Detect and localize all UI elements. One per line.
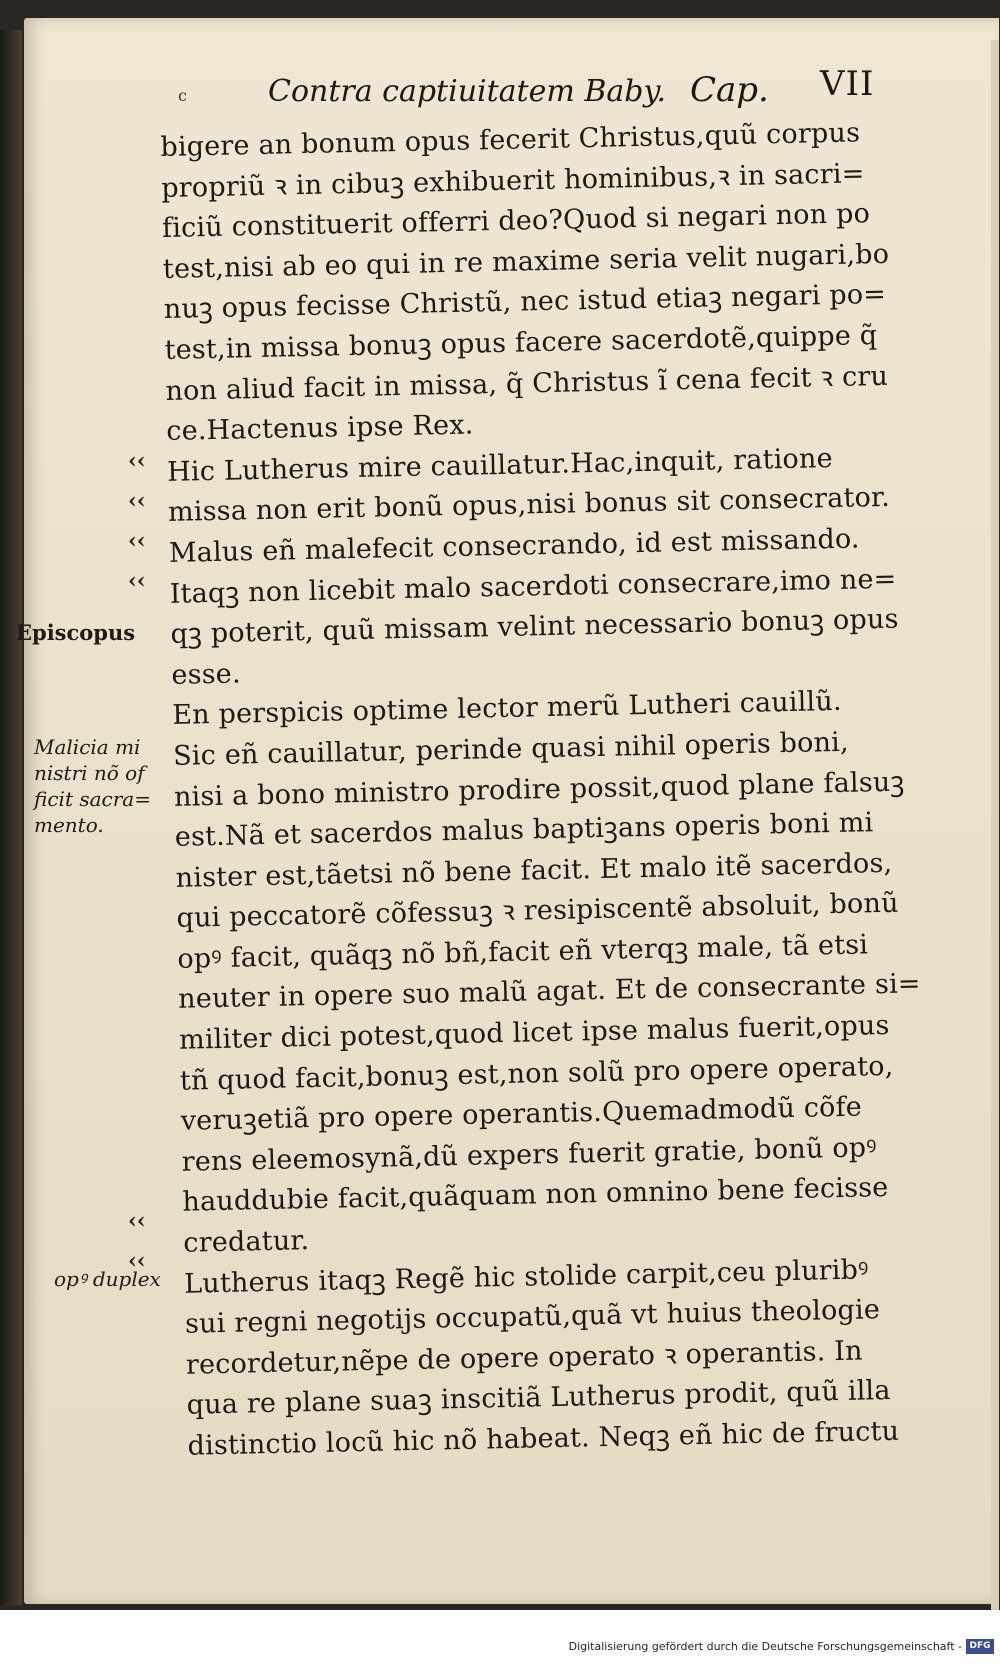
text-line: non aliud facit in missa, q̃ Christus ĩ cena fecit ꝛ cru xyxy=(165,360,889,407)
dfg-logo: DFG xyxy=(966,1639,994,1654)
text-line: ficiũ constituerit offerri deo?Quod si negari non po xyxy=(161,198,871,245)
quote-mark: ‹‹ xyxy=(128,1248,146,1274)
quote-mark: ‹‹ xyxy=(128,488,146,514)
page-mark: c xyxy=(178,86,187,105)
text-line: Lutherus itaqꝫ Regẽ hic stolide carpit,ceu pluribꝰ xyxy=(183,1254,869,1300)
page-gutter-edge xyxy=(0,30,22,1605)
text-line: qꝫ poterit, quũ missam velint necessario bonuꝫ opus xyxy=(170,603,899,651)
text-line: nister est,tãetsi nõ bene facit. Et malo itẽ sacerdos, xyxy=(175,847,893,894)
digitization-credit: Digitalisierung gefördert durch die Deutsche Forschungsgemeinschaft - xyxy=(568,1640,962,1653)
text-line: credatur. xyxy=(183,1225,310,1259)
text-line: qua re plane suaꝫ inscitiã Lutherus prodit, quũ illa xyxy=(186,1375,891,1422)
text-line: qui peccatorẽ cõfessuꝫ ꝛ resipiscentẽ absoluit, bonũ xyxy=(176,887,899,935)
margin-note-malicia-line: mento. xyxy=(34,813,104,837)
text-line: Hic Lutherus mire cauillatur.Hac,inquit, ratione xyxy=(166,442,834,488)
text-line: neuter in opere suo malũ agat. Et de consecrante si= xyxy=(177,968,922,1016)
quote-mark: ‹‹ xyxy=(128,528,146,554)
text-line: tñ quod facit,bonuꝫ est,non solũ pro opere operato, xyxy=(179,1050,894,1097)
footer xyxy=(0,1610,1000,1668)
text-line: hauddubie facit,quãquam non omnino bene fecisse xyxy=(182,1172,889,1219)
text-line: opꝰ facit, quãqꝫ nõ bñ,facit eñ vterqꝫ male, tã etsi xyxy=(177,929,869,975)
text-line: test,nisi ab eo qui in re maxime seria velit nugari,bo xyxy=(162,238,890,285)
running-title: Contra captiuitatem Baby. xyxy=(268,74,666,109)
text-line: En perspicis optime lector merũ Lutheri cauillũ. xyxy=(171,686,843,732)
margin-note-malicia-line: ficit sacra= xyxy=(34,787,151,811)
text-line: est.Nã et sacerdos malus baptiꝫans operis boni mi xyxy=(174,807,874,853)
text-line: sui regni negotijs occupatũ,quã vt huius theologie xyxy=(184,1294,881,1340)
text-line: nuꝫ opus fecisse Christũ, nec istud etiaꝫ negari po= xyxy=(163,279,887,326)
text-line: rens eleemosynã,dũ expers fuerit gratie, bonũ opꝰ xyxy=(181,1132,878,1178)
text-line: Sic eñ cauillatur, perinde quasi nihil operis boni, xyxy=(172,726,850,772)
margin-note-episcopus: Episcopus xyxy=(16,620,136,645)
margin-note-duplex: opꝰ duplex xyxy=(54,1267,161,1291)
text-line: distinctio locũ hic nõ habeat. Neqꝫ eñ hic de fructu xyxy=(187,1415,900,1462)
margin-note-malicia-line: nistri nõ of xyxy=(34,761,145,785)
text-line: esse. xyxy=(171,658,242,691)
text-line: ce.Hactenus ipse Rex. xyxy=(166,409,474,448)
text-line: Itaqꝫ non licebit malo sacerdoti consecrare,imo ne= xyxy=(169,563,897,610)
quote-mark: ‹‹ xyxy=(128,1208,146,1234)
body-text xyxy=(160,112,948,1467)
text-line: recordetur,nẽpe de opere operato ꝛ operantis. In xyxy=(185,1335,863,1381)
page-right-edge xyxy=(991,40,999,1620)
text-line: Malus eñ malefecit consecrando, id est missando. xyxy=(168,523,860,569)
text-line: veruꝫetiã pro opere operantis.Quemadmodũ cõfe xyxy=(180,1091,863,1138)
quote-mark: ‹‹ xyxy=(128,448,146,474)
running-header xyxy=(260,62,910,122)
text-line: nisi a bono ministro prodire possit,quod plane falsuꝫ xyxy=(173,766,905,813)
chapter-label: Cap. xyxy=(690,70,769,110)
chapter-number: VII xyxy=(820,64,875,104)
text-line: bigere an bonum opus fecerit Christus,quũ corpus xyxy=(160,117,861,163)
text-line: missa non erit bonũ opus,nisi bonus sit consecrator. xyxy=(167,482,891,529)
margin-note-malicia-line: Malicia mi xyxy=(34,735,141,759)
text-line: test,in missa bonuꝫ opus facere sacerdotẽ,quippe q̃ xyxy=(164,319,878,366)
text-line: propriũ ꝛ in cibuꝫ exhibuerit hominibus,ꝛ in sacri= xyxy=(160,157,865,204)
text-line: militer dici potest,quod licet ipse malus fuerit,opus xyxy=(178,1009,890,1056)
quote-mark: ‹‹ xyxy=(128,568,146,594)
